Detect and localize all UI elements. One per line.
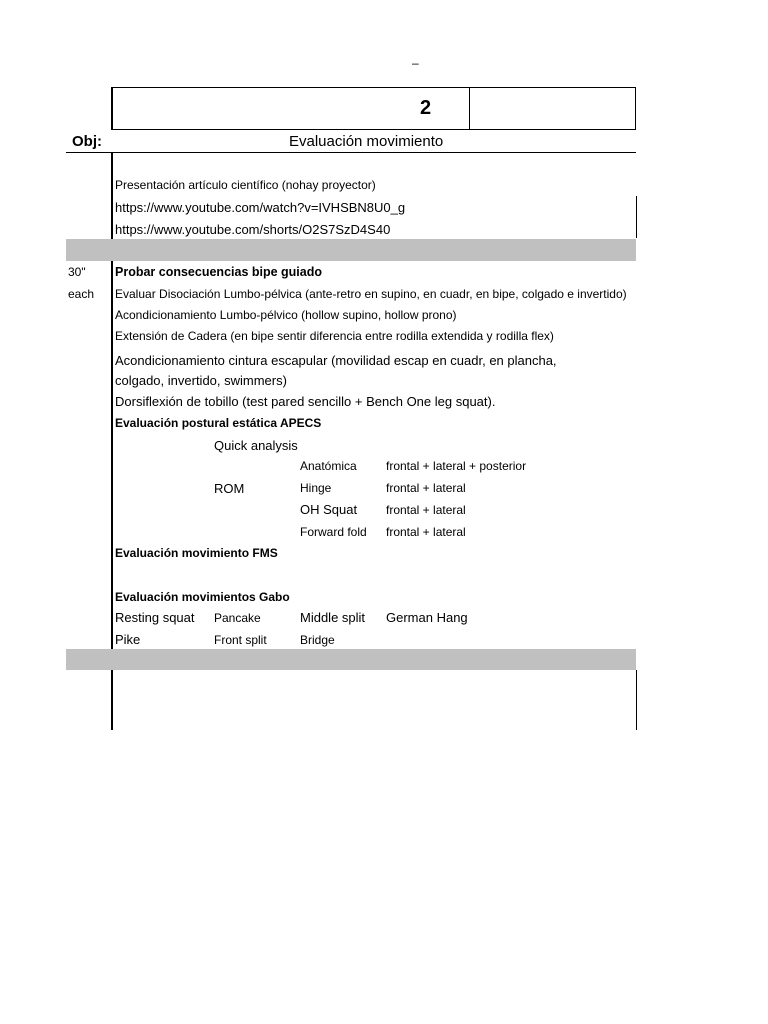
item-extension: Extensión de Cadera (en bipe sentir diferencia entre rodilla extendida y rodilla flex)	[115, 329, 554, 343]
youtube-link-2[interactable]: https://www.youtube.com/shorts/O2S7SzD4S40	[115, 222, 391, 237]
session-box-divider	[469, 87, 470, 130]
gabo-cell: Pike	[115, 632, 141, 647]
session-box	[111, 87, 636, 130]
timing-30: 30"	[68, 265, 86, 279]
right-border-bottom	[636, 670, 637, 730]
quick-analysis: Quick analysis	[214, 438, 298, 453]
header-dash: –	[412, 56, 419, 70]
gabo-cell: Pancake	[214, 611, 261, 625]
item-probar: Probar consecuencias bipe guiado	[115, 265, 323, 279]
item-dorsiflexion: Dorsiflexión de tobillo (test pared sencillo + Bench One leg squat).	[115, 394, 496, 409]
obj-underline	[66, 152, 636, 153]
gabo-cell: German Hang	[386, 610, 468, 625]
obj-value: Evaluación movimiento	[289, 133, 444, 150]
gabo-cell: Bridge	[300, 633, 335, 647]
obj-label: Obj:	[72, 133, 102, 150]
apecs-row-name: Forward fold	[300, 525, 367, 539]
apecs-row-view: frontal + lateral	[386, 525, 466, 539]
apecs-row-view: frontal + lateral	[386, 503, 466, 517]
apecs-row-name: Anatómica	[300, 459, 357, 473]
gabo-cell: Middle split	[300, 610, 366, 625]
session-number: 2	[420, 97, 432, 119]
youtube-link-1[interactable]: https://www.youtube.com/watch?v=IVHSBN8U0_g	[115, 200, 406, 215]
rom-label: ROM	[214, 481, 245, 496]
fms-heading: Evaluación movimiento FMS	[115, 546, 278, 560]
item-cintura-line1: Acondicionamiento cintura escapular (movilidad escap en cuadr, en plancha,	[115, 353, 557, 368]
intro-line: Presentación artículo científico (nohay proyector)	[115, 178, 376, 192]
gabo-heading: Evaluación movimientos Gabo	[115, 590, 290, 604]
item-disociacion: Evaluar Disociación Lumbo-pélvica (ante-retro en supino, en cuadr, en bipe, colgado e invertido)	[115, 287, 627, 301]
apecs-row-name: OH Squat	[300, 502, 358, 517]
apecs-row-name: Hinge	[300, 481, 332, 495]
apecs-row-view: frontal + lateral + posterior	[386, 459, 527, 473]
item-cintura-line2: colgado, invertido, swimmers)	[115, 373, 287, 388]
apecs-row-view: frontal + lateral	[386, 481, 466, 495]
item-acond-lumbo: Acondicionamiento Lumbo-pélvico (hollow supino, hollow prono)	[115, 308, 457, 322]
item-apecs: Evaluación postural estática APECS	[115, 416, 322, 430]
right-border-top	[636, 196, 637, 238]
gabo-cell: Resting squat	[115, 610, 195, 625]
separator-band-top	[66, 239, 636, 261]
gabo-cell: Front split	[214, 633, 267, 647]
separator-band-bottom	[66, 649, 636, 670]
timing-each: each	[68, 287, 95, 301]
